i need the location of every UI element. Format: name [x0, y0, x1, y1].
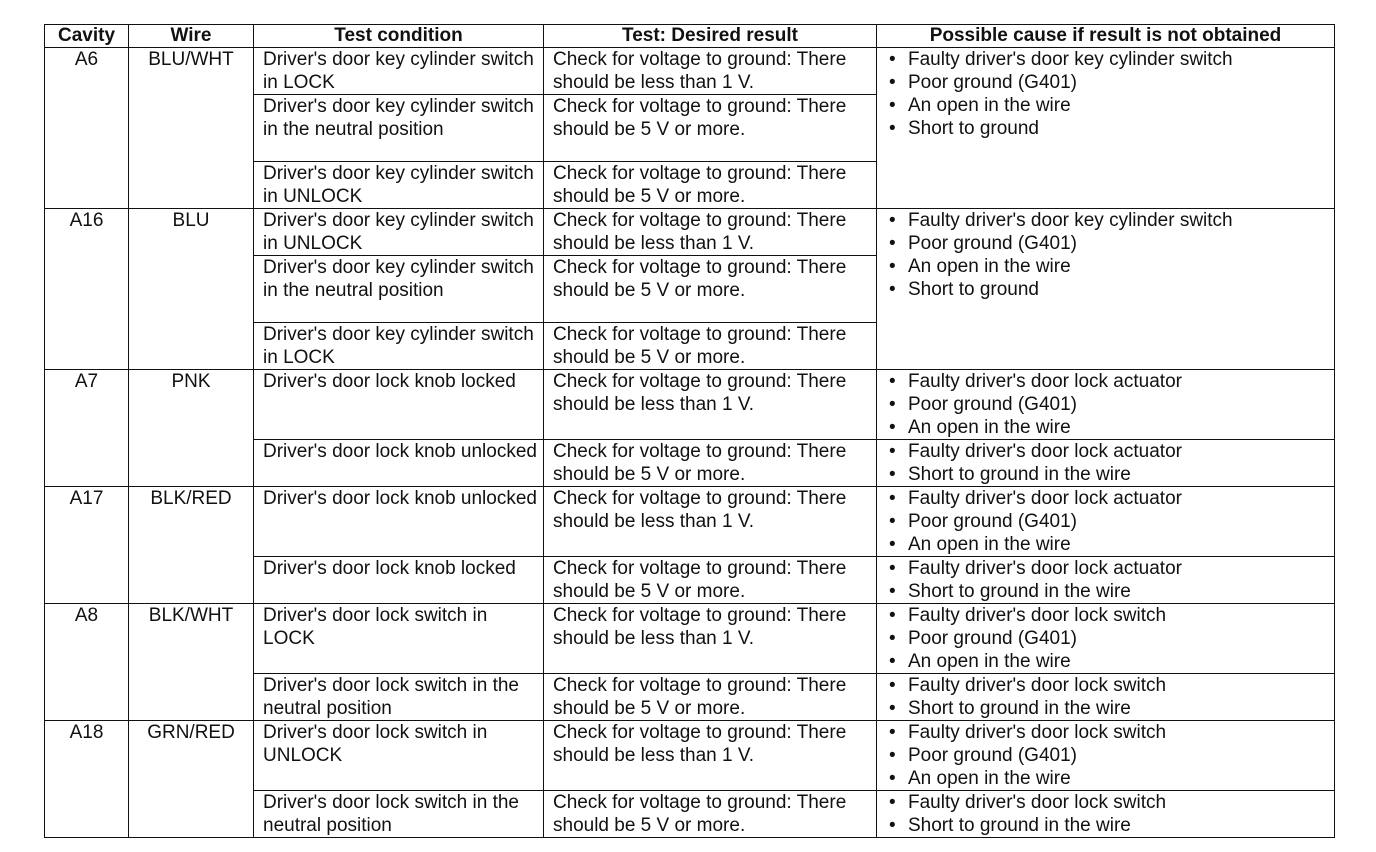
table-row [45, 487, 1335, 557]
header-cavity: Cavity [45, 25, 129, 48]
test-condition-cell: Driver's door key cylinder switch in LOCK [254, 323, 544, 370]
cause-list [886, 721, 1334, 790]
cause-item: • Short to ground [888, 117, 1334, 140]
cavity-cell: A17 [45, 487, 129, 604]
cause-item: • Faulty driver's door key cylinder switch [888, 48, 1334, 71]
cause-item: • Faulty driver's door lock switch [888, 791, 1334, 814]
desired-result-cell: Check for voltage to ground: There should be 5 V or more. [544, 791, 877, 838]
possible-cause-cell [877, 209, 1335, 370]
cause-list [886, 209, 1334, 301]
wire-cell: GRN/RED [129, 721, 254, 838]
cavity-cell: A6 [45, 48, 129, 209]
cause-item: • Poor ground (G401) [888, 71, 1334, 94]
cause-item: • Poor ground (G401) [888, 744, 1334, 767]
cause-item: • Short to ground [888, 278, 1334, 301]
wire-cell: BLK/WHT [129, 604, 254, 721]
possible-cause-cell [877, 791, 1335, 838]
cause-item: • Poor ground (G401) [888, 393, 1334, 416]
possible-cause-cell [877, 604, 1335, 674]
cause-list [886, 604, 1334, 673]
wire-cell: BLU [129, 209, 254, 370]
header-possible-cause: Possible cause if result is not obtained [877, 25, 1335, 48]
desired-result-cell: Check for voltage to ground: There should be less than 1 V. [544, 209, 877, 256]
cause-item: • An open in the wire [888, 533, 1334, 556]
table-row [45, 604, 1335, 674]
cause-item: • Faulty driver's door lock actuator [888, 370, 1334, 393]
desired-result-cell: Check for voltage to ground: There should be less than 1 V. [544, 487, 877, 557]
test-condition-cell: Driver's door key cylinder switch in UNLOCK [254, 162, 544, 209]
test-condition-cell: Driver's door lock switch in UNLOCK [254, 721, 544, 791]
cause-list [886, 674, 1334, 720]
table-body [45, 48, 1335, 838]
cavity-cell: A7 [45, 370, 129, 487]
possible-cause-cell [877, 370, 1335, 440]
desired-result-cell: Check for voltage to ground: There should be less than 1 V. [544, 48, 877, 95]
desired-result-cell: Check for voltage to ground: There should be 5 V or more. [544, 557, 877, 604]
cause-item: • Short to ground in the wire [888, 814, 1334, 837]
cause-item: • An open in the wire [888, 255, 1334, 278]
cause-item: • Faulty driver's door key cylinder switch [888, 209, 1334, 232]
table-row [45, 370, 1335, 440]
desired-result-cell: Check for voltage to ground: There should be 5 V or more. [544, 162, 877, 209]
test-condition-cell: Driver's door lock switch in the neutral position [254, 674, 544, 721]
possible-cause-cell [877, 557, 1335, 604]
desired-result-cell: Check for voltage to ground: There should be 5 V or more. [544, 256, 877, 323]
possible-cause-cell [877, 48, 1335, 209]
desired-result-cell: Check for voltage to ground: There should be less than 1 V. [544, 604, 877, 674]
cause-item: • An open in the wire [888, 416, 1334, 439]
possible-cause-cell [877, 721, 1335, 791]
cause-list [886, 487, 1334, 556]
test-condition-cell: Driver's door lock knob locked [254, 557, 544, 604]
test-condition-cell: Driver's door lock knob unlocked [254, 440, 544, 487]
cause-item: • Short to ground in the wire [888, 580, 1334, 603]
cause-item: • Faulty driver's door lock switch [888, 721, 1334, 744]
cause-item: • Faulty driver's door lock switch [888, 674, 1334, 697]
desired-result-cell: Check for voltage to ground: There should be 5 V or more. [544, 674, 877, 721]
cavity-cell: A18 [45, 721, 129, 838]
table-row [45, 721, 1335, 791]
test-condition-cell: Driver's door key cylinder switch in LOCK [254, 48, 544, 95]
cause-item: • Poor ground (G401) [888, 510, 1334, 533]
possible-cause-cell [877, 487, 1335, 557]
door-lock-test-table [44, 24, 1335, 838]
desired-result-cell: Check for voltage to ground: There should be less than 1 V. [544, 370, 877, 440]
test-condition-cell: Driver's door lock knob unlocked [254, 487, 544, 557]
wire-cell: BLK/RED [129, 487, 254, 604]
table-row [45, 209, 1335, 256]
desired-result-cell: Check for voltage to ground: There should be 5 V or more. [544, 440, 877, 487]
cause-item: • An open in the wire [888, 650, 1334, 673]
cause-item: • Faulty driver's door lock switch [888, 604, 1334, 627]
header-desired-result: Test: Desired result [544, 25, 877, 48]
test-condition-cell: Driver's door key cylinder switch in the neutral position [254, 95, 544, 162]
header-row [45, 25, 1335, 48]
cause-list [886, 370, 1334, 439]
cause-item: • Faulty driver's door lock actuator [888, 487, 1334, 510]
cause-item: • Short to ground in the wire [888, 463, 1334, 486]
cause-item: • An open in the wire [888, 94, 1334, 117]
cause-item: • An open in the wire [888, 767, 1334, 790]
header-test-condition: Test condition [254, 25, 544, 48]
cause-list [886, 48, 1334, 140]
header-wire: Wire [129, 25, 254, 48]
cause-item: • Poor ground (G401) [888, 232, 1334, 255]
cavity-cell: A16 [45, 209, 129, 370]
desired-result-cell: Check for voltage to ground: There should be 5 V or more. [544, 323, 877, 370]
cause-item: • Faulty driver's door lock actuator [888, 440, 1334, 463]
test-condition-cell: Driver's door lock switch in LOCK [254, 604, 544, 674]
cause-item: • Short to ground in the wire [888, 697, 1334, 720]
wire-cell: PNK [129, 370, 254, 487]
desired-result-cell: Check for voltage to ground: There should be less than 1 V. [544, 721, 877, 791]
desired-result-cell: Check for voltage to ground: There should be 5 V or more. [544, 95, 877, 162]
cause-item: • Faulty driver's door lock actuator [888, 557, 1334, 580]
wire-cell: BLU/WHT [129, 48, 254, 209]
cause-list [886, 791, 1334, 837]
test-condition-cell: Driver's door lock knob locked [254, 370, 544, 440]
cause-list [886, 440, 1334, 486]
possible-cause-cell [877, 674, 1335, 721]
cavity-cell: A8 [45, 604, 129, 721]
possible-cause-cell [877, 440, 1335, 487]
table-row [45, 48, 1335, 95]
cause-list [886, 557, 1334, 603]
test-condition-cell: Driver's door key cylinder switch in the neutral position [254, 256, 544, 323]
cause-item: • Poor ground (G401) [888, 627, 1334, 650]
test-condition-cell: Driver's door key cylinder switch in UNLOCK [254, 209, 544, 256]
test-condition-cell: Driver's door lock switch in the neutral position [254, 791, 544, 838]
